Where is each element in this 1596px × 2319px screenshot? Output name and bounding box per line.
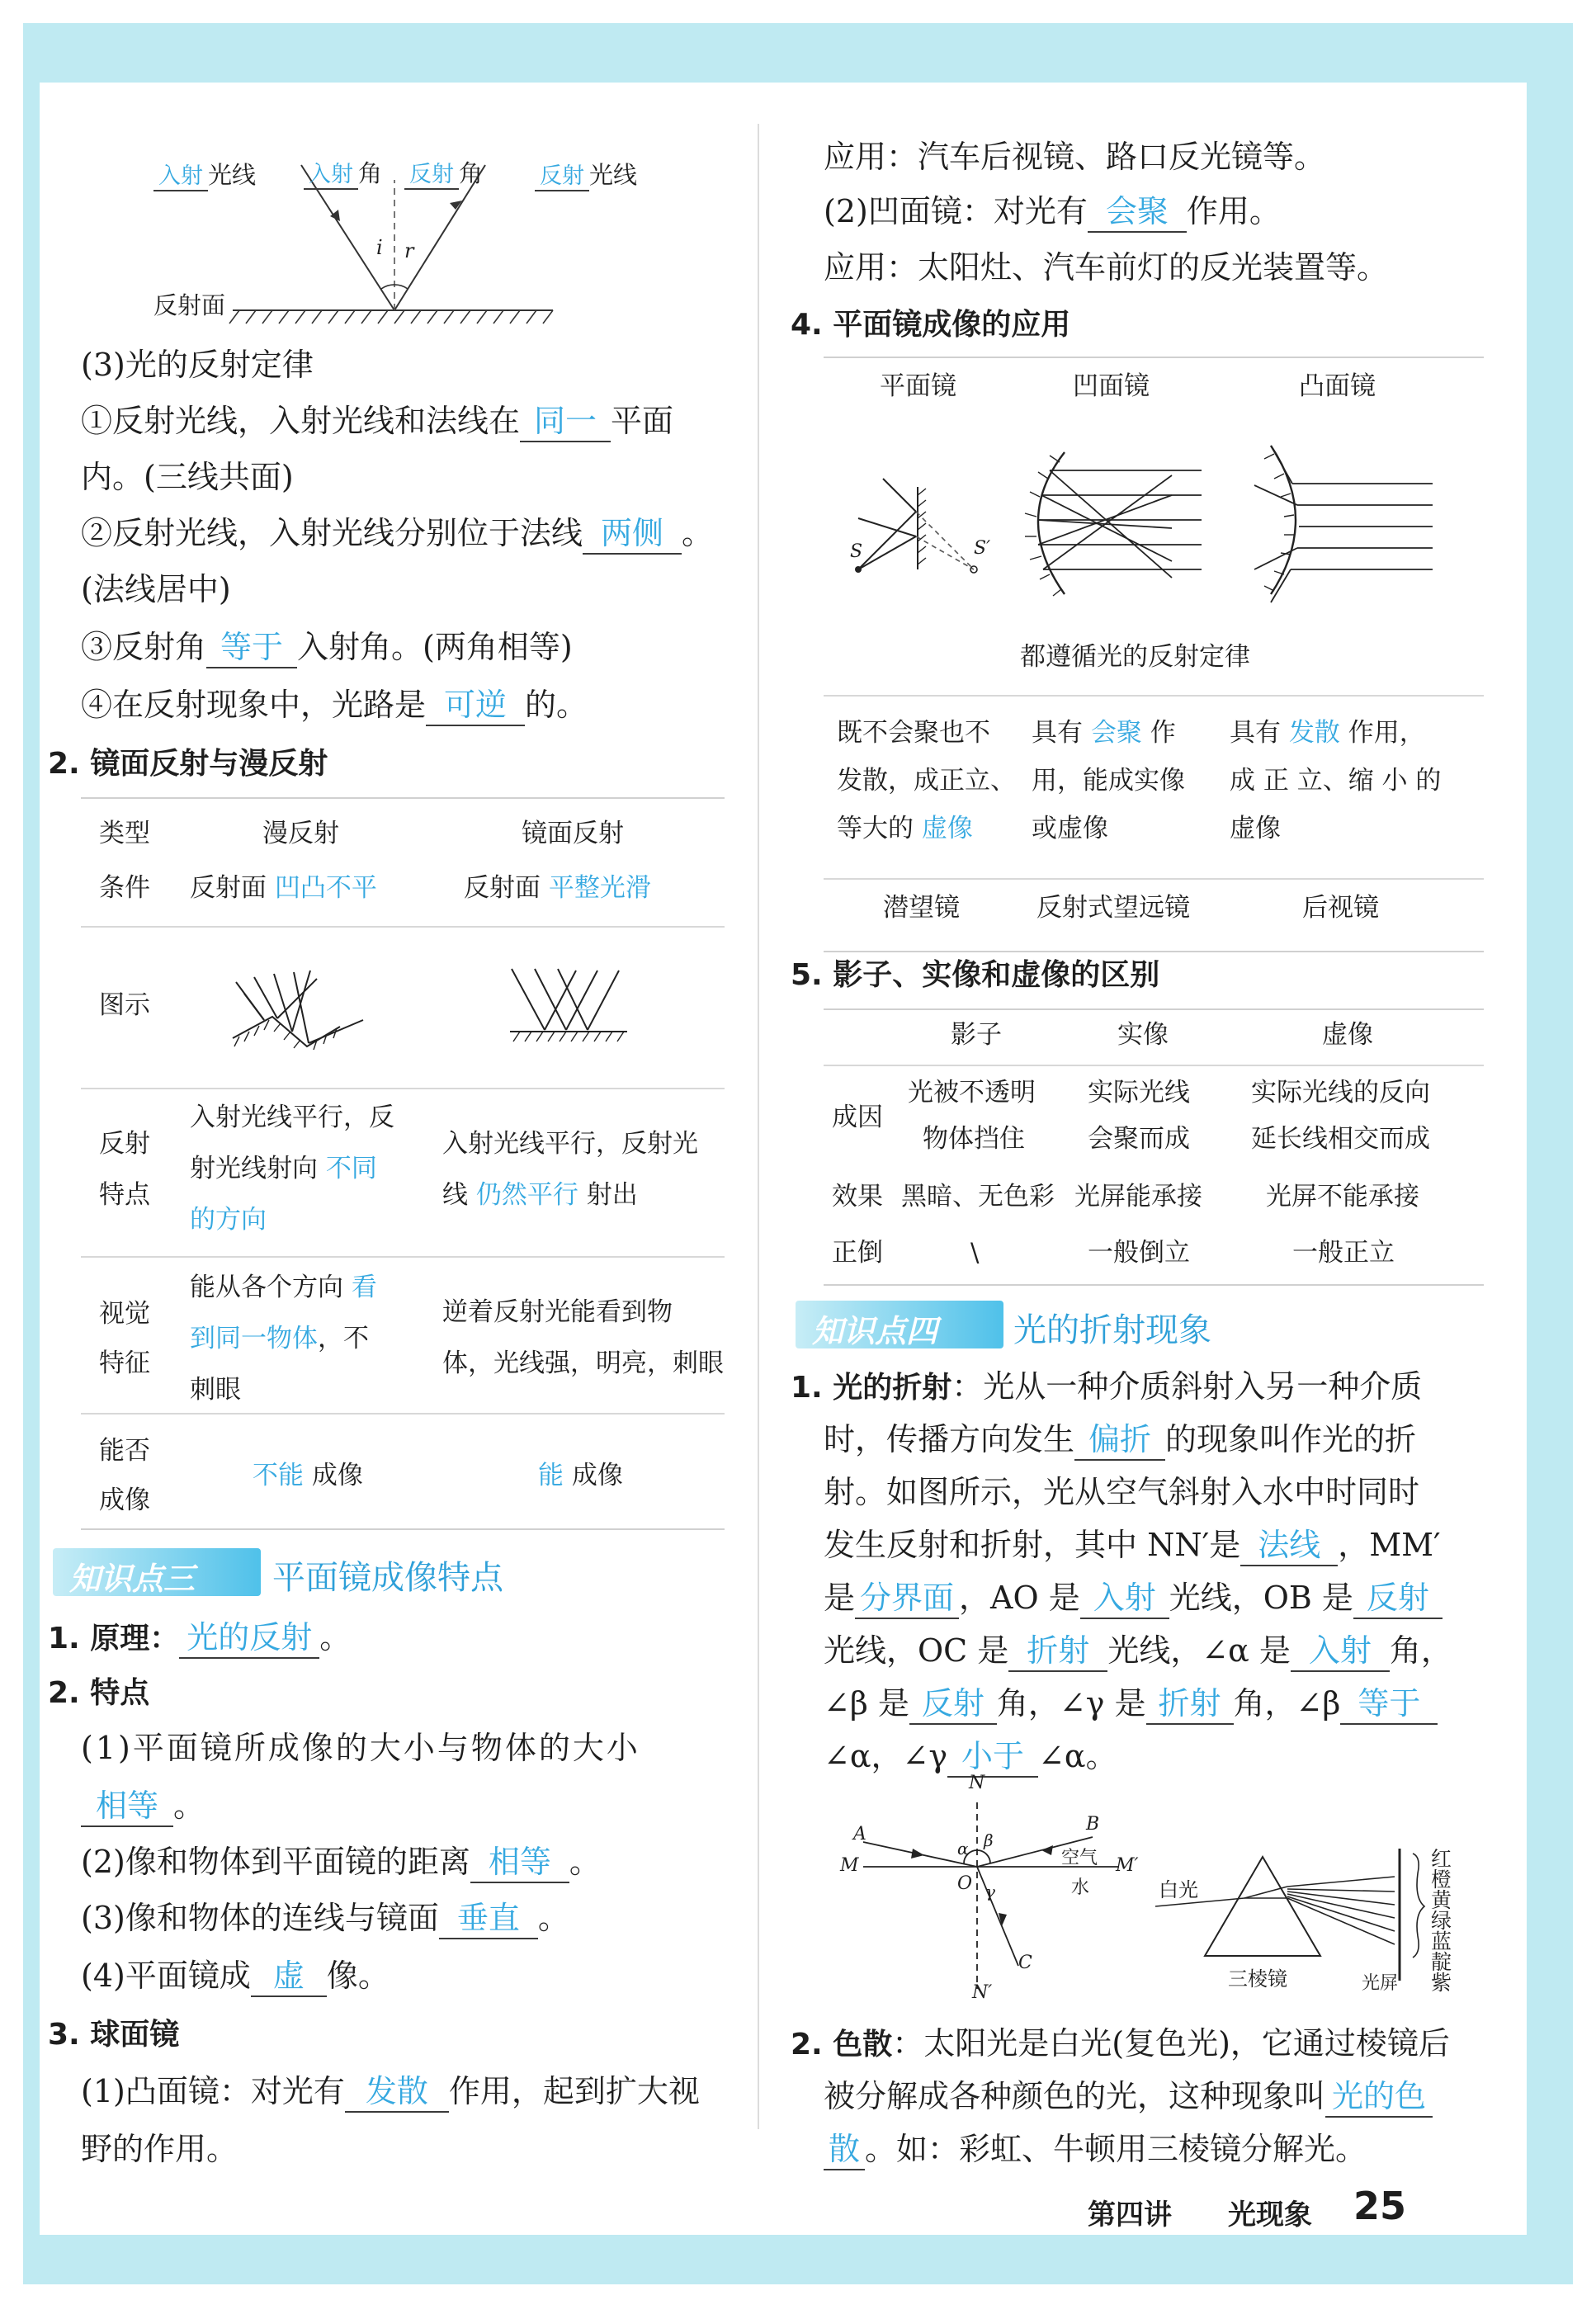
view-diffuse-2: 到同一物体，不 (190, 1324, 369, 1353)
concave-desc-2: 用，能成实像 (1032, 766, 1185, 796)
refraction-line-7: ∠β 是 反射 角，∠γ 是 折射 角，∠β 等于 (824, 1685, 1438, 1725)
refraction-line-1: 1. 光的折射：光从一种介质斜射入另一种介质 (791, 1368, 1423, 1405)
cond-mirror: 反射面 平整光滑 (464, 873, 651, 903)
footer-topic: 光现象 (1228, 2199, 1312, 2232)
table-row-refl-1: 反射 (99, 1129, 150, 1159)
label-M-prime: M′ (1116, 1855, 1139, 1876)
point-S-prime: S′ (974, 538, 991, 559)
law-1-cont: 内。(三线共面) (81, 459, 294, 495)
footer-page-number: 25 (1353, 2184, 1407, 2228)
label-alpha: α (957, 1839, 969, 1859)
plane-desc-3: 等大的 虚像 (837, 814, 973, 843)
view-diffuse-3: 刺眼 (190, 1375, 241, 1405)
law-4: ④在反射现象中，光路是 可逆 的。 (81, 687, 588, 726)
label-N: N (969, 1773, 985, 1793)
concave-desc-1: 具有 会聚 作 (1032, 718, 1176, 748)
cond-diffuse: 反射面 凹凸不平 (190, 873, 377, 903)
refraction-line-8: ∠α，∠γ 小于 ∠α。 (824, 1738, 1117, 1778)
image-diffuse: 不能 成像 (253, 1461, 363, 1490)
refraction-line-3: 射。如图所示，光从空气斜射入水中时同时 (824, 1474, 1420, 1510)
refraction-line-2: 时，传播方向发生 偏折 的现象叫作光的折 (824, 1421, 1416, 1461)
law-2: ②反射光线，入射光线分别位于法线 两侧 。 (81, 515, 713, 555)
t5-cause-shadow-2: 物体挡住 (923, 1124, 1025, 1154)
use-periscope: 潜望镜 (883, 893, 960, 923)
t5-row-cause: 成因 (832, 1103, 883, 1132)
kp3-title: 平面镜成像特点 (272, 1559, 503, 1597)
principle: 1. 原理： 光的反射 。 (48, 1619, 351, 1659)
t5-header-virtual: 虚像 (1322, 1020, 1373, 1050)
use-rearview: 后视镜 (1302, 893, 1379, 923)
table-row-condition: 条件 (99, 873, 150, 903)
mirror-concave-header: 凹面镜 (1073, 371, 1150, 401)
convex-desc-3: 虚像 (1230, 814, 1281, 843)
label-white-light: 白光 (1159, 1878, 1198, 1901)
concave-desc-3: 或虚像 (1032, 814, 1108, 843)
feature-3: (3)像和物体的连线与镜面 垂直 。 (81, 1900, 569, 1939)
section-2-title: 2. 镜面反射与漫反射 (48, 747, 328, 781)
label-prism: 三棱镜 (1228, 1967, 1287, 1991)
footer-lecture: 第四讲 (1088, 2199, 1172, 2232)
table-row-figure: 图示 (99, 990, 150, 1020)
law-3: ③反射角 等于 入射角。(两角相等) (81, 629, 573, 668)
t5-effect-virtual: 光屏不能承接 (1266, 1182, 1419, 1211)
t5-orientation-shadow: \ (970, 1238, 980, 1268)
plane-desc-2: 发散，成正立、 (837, 766, 1016, 796)
refl-mirror-2: 线 仍然平行 射出 (442, 1180, 638, 1210)
table-row-view-1: 视觉 (99, 1299, 150, 1329)
fig-r-label: r (404, 239, 414, 262)
feature-4: (4)平面镜成 虚 像。 (81, 1958, 390, 1997)
label-gamma: γ (985, 1882, 995, 1901)
features-title: 2. 特点 (48, 1676, 150, 1710)
application-2: 应用：太阳灶、汽车前灯的反光装置等。 (824, 249, 1389, 286)
dispersion-line-1: 2. 色散：太阳光是白光(复色光)，它通过棱镜后 (791, 2025, 1450, 2062)
label-beta: β (984, 1830, 994, 1850)
spherical-mirror-title: 3. 球面镜 (48, 2018, 180, 2052)
kp4-tag-text: 知识点四 (812, 1313, 938, 1349)
table-row-refl-2: 特点 (99, 1180, 150, 1210)
t5-cause-shadow-1: 光被不透明 (908, 1078, 1036, 1108)
t5-orientation-real: 一般倒立 (1088, 1238, 1190, 1268)
table-header-mirror: 镜面反射 (522, 819, 624, 848)
refl-diffuse-3: 的方向 (190, 1205, 267, 1235)
point-S: S (850, 541, 863, 562)
concave-mirror-line: (2)凹面镜：对光有 会聚 作用。 (824, 193, 1281, 233)
feature-1: (1)平面镜所成像的大小与物体的大小 (81, 1730, 640, 1766)
section-5-title: 5. 影子、实像和虚像的区别 (791, 958, 1160, 992)
fig-incident-label: 入射 光线 (153, 157, 256, 191)
label-spectrum-colors: 红橙黄绿蓝靛紫 (1431, 1847, 1452, 1995)
label-screen: 光屏 (1362, 1973, 1399, 1994)
label-C: C (1018, 1953, 1032, 1973)
law-2-cont: (法线居中) (81, 571, 231, 607)
t5-cause-real-1: 实际光线 (1088, 1078, 1190, 1108)
convex-desc-1: 具有 发散 作用， (1230, 718, 1425, 748)
table-header-diffuse: 漫反射 (262, 819, 339, 848)
fig-reflect-label: 反射 光线 (535, 157, 637, 191)
refl-mirror-1: 入射光线平行，反射光 (442, 1129, 698, 1159)
t5-effect-real: 光屏能承接 (1074, 1182, 1202, 1211)
image-mirror: 能 成像 (538, 1461, 623, 1490)
refraction-line-5: 是 分界面 ，AO 是 入射 光线，OB 是 反射 (824, 1580, 1443, 1619)
table-row-view-2: 特征 (99, 1348, 150, 1378)
fig-angle2-label: 反射 角 (404, 155, 483, 190)
mirror-plane-header: 平面镜 (880, 371, 956, 401)
view-diffuse-1: 能从各个方向 看 (190, 1273, 377, 1302)
law-title: (3)光的反射定律 (81, 347, 314, 383)
t5-cause-virtual-1: 实际光线的反向 (1251, 1078, 1430, 1108)
refl-diffuse-2: 射光线射向 不同 (190, 1154, 377, 1183)
plane-desc-1: 既不会聚也不 (837, 718, 990, 748)
refraction-line-4: 发生反射和折射，其中 NN′是 法线 ，MM′ (824, 1527, 1441, 1566)
t5-orientation-virtual: 一般正立 (1292, 1238, 1395, 1268)
feature-1-cont: 相等 。 (81, 1788, 205, 1827)
view-mirror-2: 体，光线强，明亮，刺眼 (442, 1348, 724, 1378)
refl-diffuse-1: 入射光线平行，反 (190, 1103, 394, 1132)
refraction-line-6: 光线，OC 是 折射 光线，∠α 是 入射 角， (824, 1632, 1452, 1672)
label-B: B (1086, 1814, 1100, 1835)
t5-effect-shadow: 黑暗、无色彩 (901, 1182, 1055, 1211)
dispersion-line-3: 散 。如：彩虹、牛顿用三棱镜分解光。 (824, 2131, 1367, 2170)
table-row-image-1: 能否 (99, 1436, 150, 1466)
use-telescope: 反射式望远镜 (1036, 893, 1190, 923)
mirrors-law: 都遵循光的反射定律 (1020, 642, 1250, 672)
t5-cause-virtual-2: 延长线相交而成 (1251, 1124, 1430, 1154)
t5-header-shadow: 影子 (951, 1020, 1002, 1050)
table-header-type: 类型 (99, 819, 150, 848)
kp3-tag-text: 知识点三 (69, 1561, 196, 1597)
t5-header-real: 实像 (1117, 1020, 1169, 1050)
label-A: A (853, 1824, 866, 1844)
fig-angle1-label: 入射 角 (304, 155, 382, 190)
convex-mirror-line: (1)凸面镜：对光有 发散 作用，起到扩大视 (81, 2073, 700, 2113)
kp4-title: 光的折射现象 (1013, 1311, 1211, 1349)
feature-2: (2)像和物体到平面镜的距离 相等 。 (81, 1844, 601, 1883)
table-row-image-2: 成像 (99, 1485, 150, 1515)
view-mirror-1: 逆着反射光能看到物 (442, 1297, 673, 1327)
section-4-title: 4. 平面镜成像的应用 (791, 308, 1071, 342)
t5-row-orientation: 正倒 (832, 1238, 883, 1268)
dispersion-line-2: 被分解成各种颜色的光，这种现象叫 光的色 (824, 2078, 1433, 2118)
t5-row-effect: 效果 (832, 1182, 883, 1211)
label-N-prime: N′ (972, 1982, 993, 2003)
t5-cause-real-2: 会聚而成 (1088, 1124, 1190, 1154)
law-1: ①反射光线，入射光线和法线在 同一 平面 (81, 403, 673, 442)
convex-desc-2: 成 正 立、缩 小 的 (1230, 766, 1442, 796)
fig-i-label: i (376, 236, 383, 259)
fig-surface-label: 反射面 (153, 291, 226, 319)
convex-mirror-cont: 野的作用。 (81, 2131, 238, 2167)
label-M: M (840, 1855, 859, 1876)
label-water: 水 (1071, 1877, 1090, 1898)
label-air: 空气 (1061, 1848, 1098, 1868)
label-O: O (957, 1873, 973, 1894)
application-1: 应用：汽车后视镜、路口反光镜等。 (824, 139, 1326, 175)
mirror-convex-header: 凸面镜 (1299, 371, 1376, 401)
